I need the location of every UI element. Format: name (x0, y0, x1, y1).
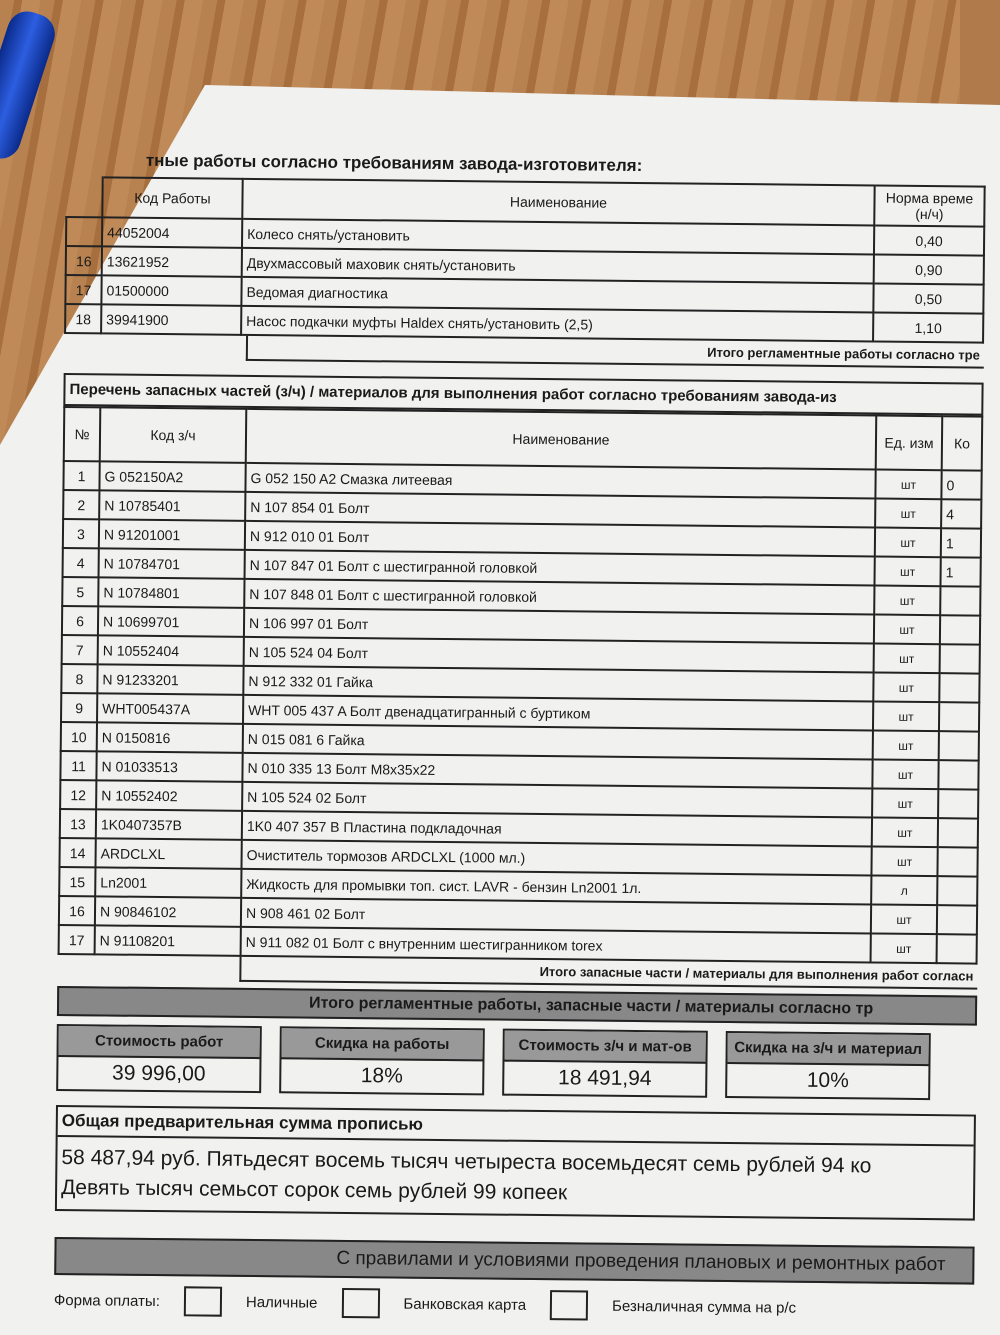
part-name: N 107 847 01 Болт с шестигранной головкой (245, 550, 875, 586)
row-number: 14 (59, 838, 95, 867)
col-norm: Норма време (н/ч) (874, 185, 984, 226)
part-name: N 912 010 01 Болт (245, 521, 875, 557)
part-name: N 107 854 01 Болт (245, 492, 875, 528)
part-name: 1K0 407 357 B Пластина подкладочная (242, 811, 872, 847)
grand-total-bar: Итого регламентные работы, запасные части / материалы согласно тр (57, 986, 977, 1026)
part-qty: 1 (941, 528, 981, 557)
row-number: 13 (60, 809, 96, 838)
sum-line-1: 58 487,94 руб. Пятьдесят восемь тысяч четыреста восемьдесят семь рублей 94 ко (61, 1146, 872, 1178)
sum-in-words (55, 1105, 976, 1221)
summary-label: Скидка на работы (281, 1028, 482, 1061)
part-name: N 912 332 01 Гайка (243, 666, 873, 702)
part-name: N 106 997 01 Болт (244, 608, 874, 644)
checkbox-card[interactable] (341, 1288, 379, 1318)
works-total: Итого регламентные работы согласно тре (246, 336, 984, 369)
part-name: N 911 082 01 Болт с внутренним шестигранником torex (241, 927, 871, 963)
part-name: Жидкость для промывки топ. сист. LAVR - бензин Ln2001 1л. (241, 869, 871, 905)
work-name: Колесо снять/установить (242, 219, 874, 255)
row-number: 2 (63, 490, 99, 519)
part-qty: 4 (941, 499, 981, 528)
summary-label: Стоимость з/ч и мат-ов (504, 1031, 705, 1064)
part-code: N 10784701 (99, 548, 245, 579)
row-number: 16 (59, 896, 95, 925)
work-norm: 1,10 (873, 312, 983, 342)
part-code: N 10785401 (99, 490, 245, 521)
part-qty (940, 615, 980, 644)
part-unit: шт (875, 469, 941, 499)
part-code: N 10552402 (96, 780, 242, 811)
row-number: 10 (61, 722, 97, 751)
row-number: 5 (62, 577, 98, 606)
works-table (64, 176, 986, 344)
work-code: 13621952 (102, 246, 242, 276)
part-qty (939, 731, 979, 760)
part-name: N 015 081 6 Гайка (243, 724, 873, 760)
part-code: N 90846102 (95, 896, 241, 927)
col-name: Наименование (242, 179, 874, 226)
col-code: Код Работы (102, 177, 242, 218)
summary-box (502, 1029, 708, 1098)
part-unit: шт (874, 614, 940, 644)
part-code: G 052150A2 (99, 461, 245, 492)
col-name: Наименование (246, 409, 877, 470)
part-unit: шт (872, 817, 938, 847)
part-qty (938, 760, 978, 789)
part-qty (940, 644, 980, 673)
agreement-bar: С правилами и условиями проведения плановых и ремонтных работ (54, 1237, 974, 1285)
part-qty (940, 586, 980, 615)
document-content (54, 150, 986, 1325)
summary-value: 39 996,00 (111, 1061, 206, 1086)
sum-label: Общая предварительная сумма прописью (58, 1107, 974, 1147)
part-name: G 052 150 A2 Смазка литеевая (245, 463, 875, 499)
part-code: WHT005437A (97, 693, 243, 724)
row-number: 12 (60, 780, 96, 809)
work-code: 39941900 (101, 304, 241, 334)
part-name: N 107 848 01 Болт с шестигранной головкой (244, 579, 874, 615)
part-unit: шт (874, 585, 940, 615)
part-qty (937, 847, 977, 876)
part-unit: л (871, 875, 937, 905)
row-number: 11 (60, 751, 96, 780)
part-name: WHT 005 437 A Болт двенадцатигранный с буртиком (243, 695, 873, 731)
part-code: N 91233201 (97, 664, 243, 695)
part-name: N 010 335 13 Болт M8x35x22 (242, 753, 872, 789)
part-code: Ln2001 (95, 867, 241, 898)
part-code: N 91201001 (99, 519, 245, 550)
row-number: 9 (61, 693, 97, 722)
work-name: Двухмассовый маховик снять/установить (242, 248, 874, 284)
part-unit: шт (871, 846, 937, 876)
row-number: 7 (62, 635, 98, 664)
option-transfer: Безналичная сумма на р/с (612, 1297, 797, 1317)
part-qty (939, 673, 979, 702)
part-unit: шт (871, 933, 937, 963)
part-code: N 0150816 (97, 722, 243, 753)
sum-line-2: Девять тысяч семьсот сорок семь рублей 99 копеек (61, 1176, 568, 1205)
work-name: Насос подкачки муфты Haldex снять/установить (2,5) (241, 306, 873, 342)
part-unit: шт (875, 527, 941, 557)
part-unit: шт (874, 556, 940, 586)
col-unit: Ед. изм (876, 415, 943, 470)
part-code: N 01033513 (96, 751, 242, 782)
part-name: N 105 524 02 Болт (242, 782, 872, 818)
option-card: Банковская карта (403, 1295, 527, 1314)
summary-value: 10% (806, 1068, 849, 1093)
row-number (66, 217, 102, 246)
summary-box (56, 1024, 262, 1093)
summary-boxes (56, 1024, 977, 1101)
row-number: 4 (63, 548, 99, 577)
part-code: N 91108201 (95, 925, 241, 956)
work-norm: 0,50 (873, 283, 983, 313)
part-qty (937, 876, 977, 905)
summary-label: Скидка на з/ч и материал (727, 1033, 928, 1066)
work-norm: 0,40 (874, 225, 984, 255)
option-cash: Наличные (245, 1293, 318, 1312)
part-name: N 105 524 04 Болт (244, 637, 874, 673)
row-number: 15 (59, 867, 95, 896)
work-name: Ведомая диагностика (241, 277, 873, 313)
payment-label: Форма оплаты: (53, 1291, 161, 1310)
parts-title: Перечень запасных частей (з/ч) / материалов для выполнения работ согласно требованиям завода-из (63, 373, 983, 416)
part-qty (939, 702, 979, 731)
work-code: 01500000 (101, 275, 241, 305)
row-number: 16 (66, 246, 102, 275)
col-n: № (64, 407, 101, 461)
part-qty (938, 789, 978, 818)
part-qty: 1 (940, 557, 980, 586)
row-number: 17 (65, 275, 101, 304)
parts-table (58, 406, 984, 965)
work-norm: 0,90 (874, 254, 984, 284)
part-qty (937, 905, 977, 934)
row-number: 8 (61, 664, 97, 693)
part-code: N 10552404 (98, 635, 244, 666)
summary-box (279, 1026, 485, 1095)
work-code: 44052004 (102, 217, 242, 247)
part-code: 1K0407357B (96, 809, 242, 840)
summary-value: 18% (360, 1064, 403, 1088)
part-name: N 908 461 02 Болт (241, 898, 871, 934)
part-code: ARDCLXL (95, 838, 241, 869)
row-number: 6 (62, 606, 98, 635)
part-unit: шт (872, 788, 938, 818)
part-unit: шт (871, 904, 937, 934)
col-qty: Ко (942, 416, 983, 470)
part-code: N 10699701 (98, 606, 244, 637)
checkbox-transfer[interactable] (550, 1290, 588, 1320)
checkbox-cash[interactable] (184, 1286, 222, 1316)
part-unit: шт (872, 759, 938, 789)
summary-value: 18 491,94 (557, 1066, 652, 1091)
part-qty (938, 818, 978, 847)
part-unit: шт (874, 643, 940, 673)
part-unit: шт (873, 672, 939, 702)
part-qty (937, 934, 977, 963)
summary-label: Стоимость работ (59, 1026, 260, 1059)
part-code: N 10784801 (98, 577, 244, 608)
part-unit: шт (873, 730, 939, 760)
parts-total: Итого запасные части / материалы для выполнения работ согласн (239, 957, 977, 990)
row-number: 17 (59, 925, 95, 954)
row-number: 18 (65, 304, 101, 333)
part-name: Очиститель тормозов ARDCLXL (1000 мл.) (241, 840, 871, 876)
summary-box (725, 1031, 931, 1100)
col-code: Код з/ч (100, 407, 247, 463)
part-unit: шт (873, 701, 939, 731)
row-number: 1 (63, 461, 99, 490)
row-number: 3 (63, 519, 99, 548)
part-unit: шт (875, 498, 941, 528)
works-heading: тные работы согласно требованиям завода-изготовителя: (145, 150, 643, 176)
part-qty: 0 (941, 470, 981, 499)
